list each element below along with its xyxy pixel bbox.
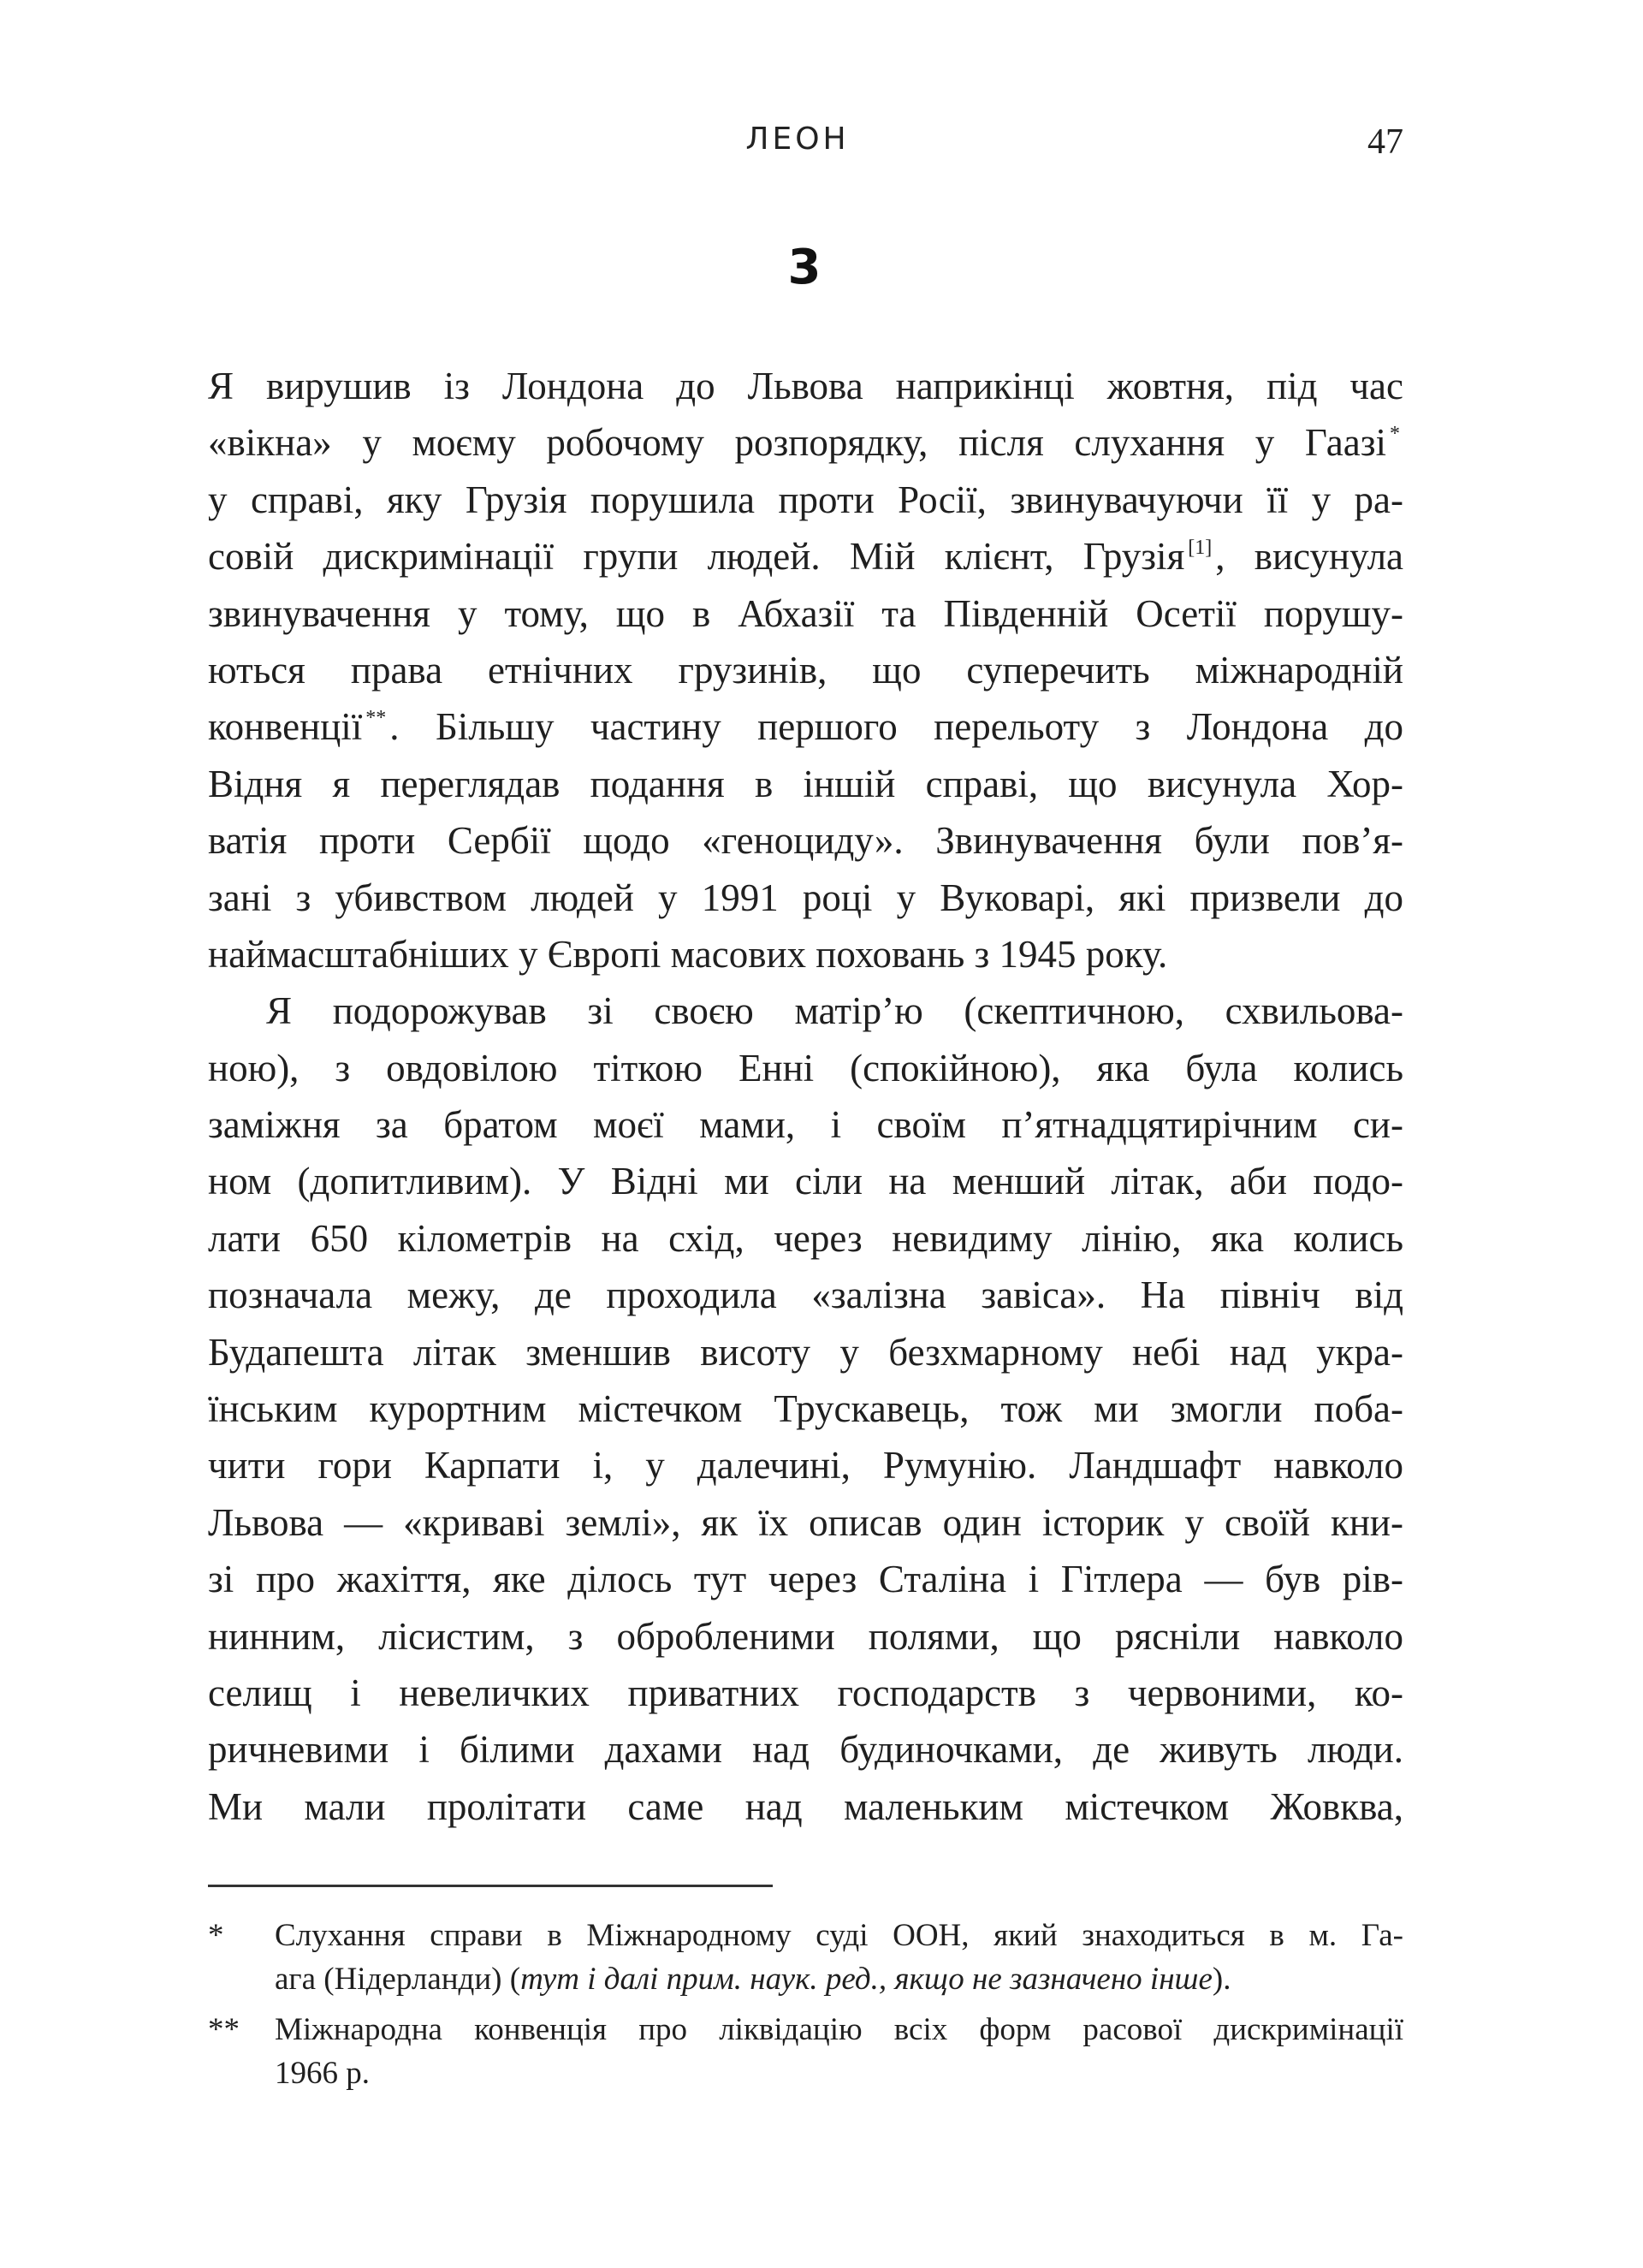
text-line [208,1551,1403,1607]
paragraph [208,983,1403,1835]
line-text: лати 650 кілометрів на схід, через невидиму лінію, яка колись [208,1216,1403,1260]
text-line [208,1494,1403,1551]
footnote-italic-text: тут і далі прим. наук. ред., якщо не зазначено інше [520,1962,1213,1997]
line-text: наймасштабніших у Європі масових поховань з 1945 року. [208,932,1168,976]
text-line [208,698,1403,755]
running-title: ЛЕОН [745,122,850,157]
footnote-ref[interactable]: ** [365,707,387,730]
line-text: «вікна» у моєму робочому розпорядку, після слухання у Гаазі [208,421,1386,465]
paragraph [208,358,1403,983]
body-text [208,358,1403,1835]
text-line [208,1778,1403,1835]
line-text: Ми мали пролітати саме над маленьким містечком Жовква, [208,1784,1403,1828]
footnote-text: ага (Нідерланди) ( [275,1962,521,1997]
line-text: ною), з овдовілою тіткою Енні (спокійною), яка була колись [208,1046,1403,1089]
line-text: . Більшу частину першого перельоту з Лондона до [389,705,1403,749]
footnote-divider [208,1885,773,1887]
line-text: зі про жахіття, яке ділось тут через Сталіна і Гітлера — був рів- [208,1558,1403,1601]
line-text: ном (допитливим). У Відні ми сіли на менший літак, аби подо- [208,1160,1403,1203]
text-line [208,1380,1403,1437]
footnote [208,2008,1403,2095]
line-text: Відня я переглядав подання в іншій справі, що висунула Хор- [208,762,1403,805]
line-text: ються права етнічних грузинів, що суперечить міжнародній [208,648,1403,692]
line-text: селищ і невеличких приватних господарств з червоними, ко- [208,1671,1403,1714]
line-text: чити гори Карпати і, у далечині, Румунію. Ландшафт навколо [208,1444,1403,1487]
page-number: 47 [1367,122,1403,162]
footnote-mark: ** [208,2012,240,2047]
text-line [208,870,1403,926]
footnote-ref[interactable]: [1] [1188,537,1213,560]
text-line [208,983,1403,1039]
footnote-line: Міжнародна конвенція про ліквідацію всіх форм расової дискримінації [275,2012,1403,2047]
line-text: Я вирушив із Лондона до Львова наприкінці жовтня, під час [208,365,1403,407]
footnote-text: ). [1212,1962,1231,1997]
text-line [208,926,1403,983]
text-line [208,642,1403,698]
text-line [208,1721,1403,1778]
text-line [208,1608,1403,1665]
text-line [208,1437,1403,1493]
line-text: у справі, яку Грузія порушила проти Росії, звинувачуючи її у ра- [208,478,1403,521]
text-line [208,1096,1403,1153]
text-line [208,1153,1403,1209]
text-line [208,1324,1403,1380]
line-text: конвенції [208,705,363,749]
footnote-ref[interactable]: * [1390,423,1400,446]
line-text: нинним, лісистим, з обробленими полями, що рясніли навколо [208,1614,1403,1658]
footnote-mark: * [208,1918,224,1953]
text-line [208,528,1403,585]
text-line [208,585,1403,642]
line-text: їнським курортним містечком Трускавець, тож ми змогли поба- [208,1387,1403,1431]
text-line [208,472,1403,528]
text-line [208,1665,1403,1721]
footnote-line: 1966 р. [275,2056,370,2091]
footnotes [208,1914,1403,2095]
line-text: совій дискримінації групи людей. Мій клієнт, Грузія [208,535,1185,579]
line-text: заміжня за братом моєї мами, і своїм п’ятнадцятирічним си- [208,1103,1403,1147]
footnote-line [275,1957,1403,2001]
chapter-number: 3 [787,240,822,295]
line-text: звинувачення у тому, що в Абхазії та Південній Осетії порушу- [208,591,1403,635]
footnote-line: Слухання справи в Міжнародному суді ООН, який знаходиться в м. Га- [275,1918,1403,1953]
line-text: ричневими і білими дахами над будиночками, де живуть люди. [208,1728,1403,1772]
line-text: Львова — «криваві землі», як їх описав один історик у своїй кни- [208,1500,1403,1544]
line-text: позначала межу, де проходила «залізна завіса». На північ від [208,1274,1403,1317]
line-text: ватія проти Сербії щодо «геноциду». Звинувачення були пов’я- [208,819,1403,863]
line-text: Будапешта літак зменшив висоту у безхмарному небі над укра- [208,1330,1403,1374]
text-line [208,812,1403,869]
text-line [208,1210,1403,1267]
text-line [208,1267,1403,1323]
line-text: зані з убивством людей у 1991 році у Вуковарі, які призвели до [208,876,1403,919]
text-line [208,1040,1403,1096]
footnote [208,1914,1403,2001]
line-text: , висунула [1215,535,1403,579]
text-line [208,756,1403,812]
text-line [208,414,1403,471]
text-line [208,358,1403,414]
line-text: Я подорожував зі своєю матір’ю (скептичною, схвильова- [266,989,1403,1033]
